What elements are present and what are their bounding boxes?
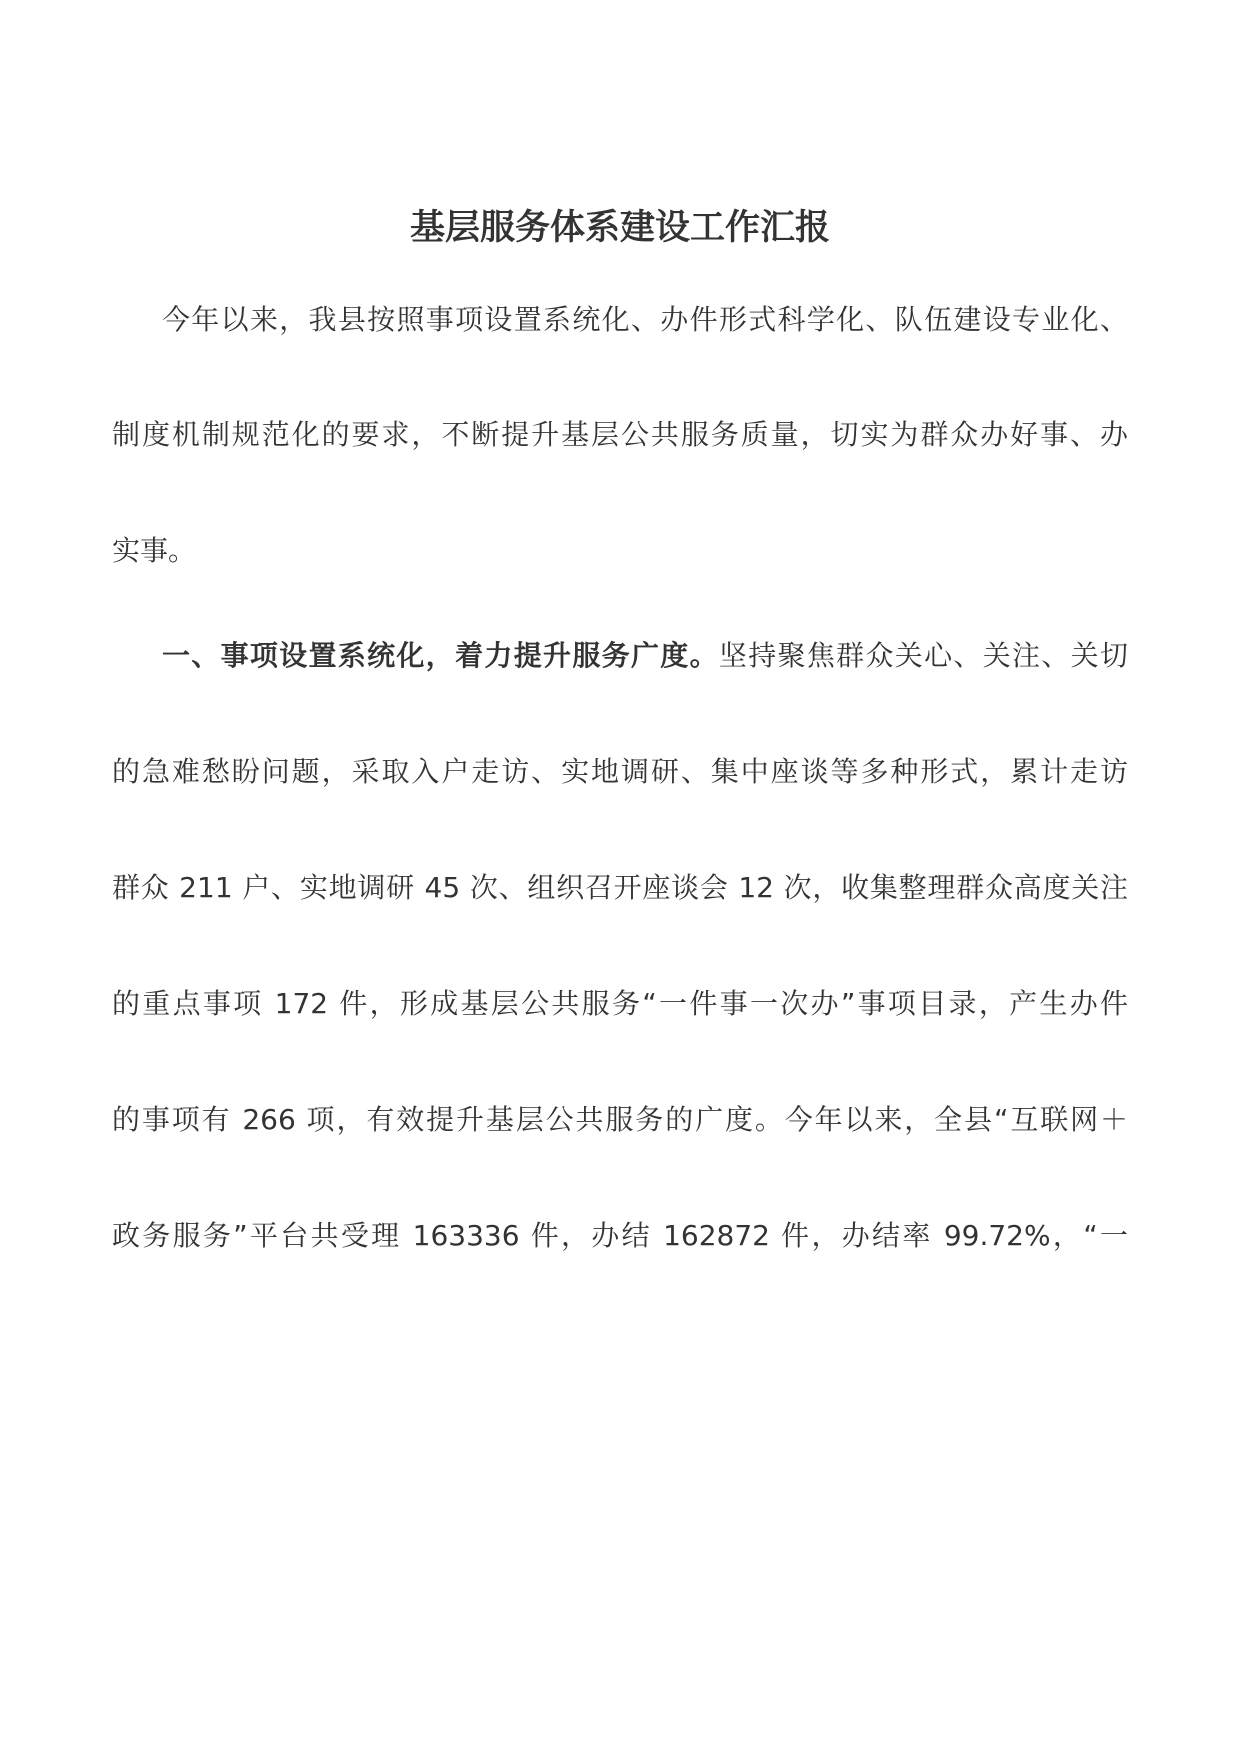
paragraph-line: 的重点事项 172 件，形成基层公共服务“一件事一次办”事项目录，产生办件: [112, 987, 1128, 1020]
paragraph-line: 今年以来，我县按照事项设置系统化、办件形式科学化、队伍建设专业化、: [162, 303, 1128, 336]
paragraph-line: 的事项有 266 项，有效提升基层公共服务的广度。今年以来，全县“互联网＋: [112, 1103, 1128, 1136]
paragraph-line: 群众 211 户、实地调研 45 次、组织召开座谈会 12 次，收集整理群众高度关注: [112, 871, 1128, 904]
paragraph-line: 政务服务”平台共受理 163336 件，办结 162872 件，办结率 99.72%，“一: [112, 1219, 1128, 1252]
section-heading: 一、事项设置系统化，着力提升服务广度。: [162, 639, 719, 672]
paragraph-line: [162, 626, 1128, 686]
paragraph-line: 制度机制规范化的要求，不断提升基层公共服务质量，切实为群众办好事、办: [112, 418, 1128, 451]
document-title: 基层服务体系建设工作汇报: [409, 208, 830, 248]
paragraph-line: 的急难愁盼问题，采取入户走访、实地调研、集中座谈等多种形式，累计走访: [112, 755, 1128, 788]
section-text: 坚持聚焦群众关心、关注、关切: [718, 639, 1128, 672]
paragraph-line: 实事。: [112, 534, 197, 567]
